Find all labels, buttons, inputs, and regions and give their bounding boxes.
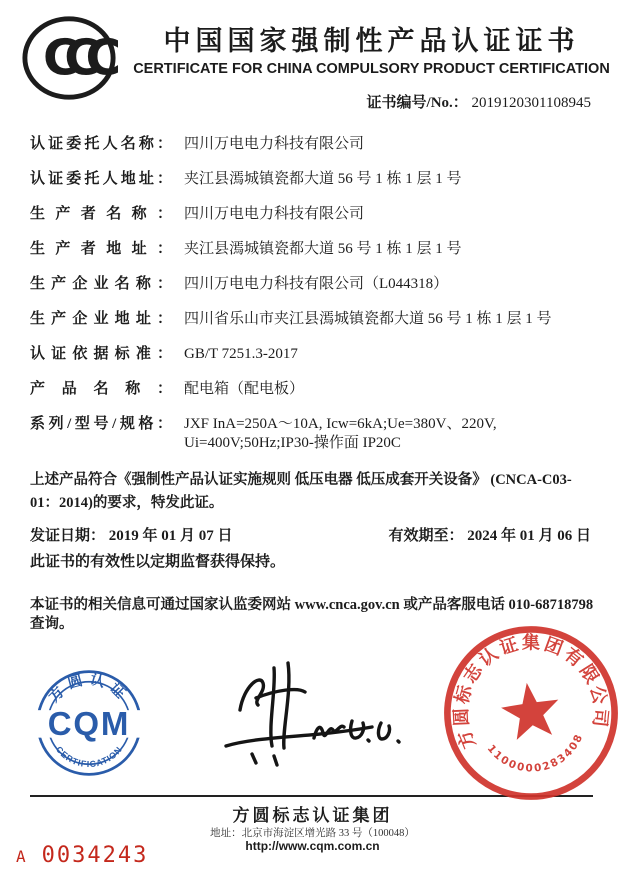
red-serial-number	[16, 843, 148, 868]
expiry-date-value: 2024 年 01 月 06 日	[467, 528, 591, 544]
field-row-producer-address	[30, 240, 597, 259]
field-value: 四川万电电力科技有限公司	[184, 206, 365, 222]
page-title: 中国国家强制性产品认证证书	[163, 26, 580, 56]
field-value: GB/T 7251.3-2017	[184, 346, 298, 362]
ccc-logo-icon	[20, 12, 118, 104]
field-row-applicant-address	[30, 170, 597, 189]
issue-date-label: 发证日期：	[30, 528, 106, 544]
compliance-statement: 上述产品符合《强制性产品认证实施规则 低压电器 低压成套开关设备》 (CNCA-C03-01：2014)的要求，特发此证。	[30, 472, 572, 511]
certificate-number-label: 证书编号/No.：	[366, 95, 468, 111]
footer-address: 地址：北京市海淀区增光路 33 号（100048）	[210, 828, 415, 839]
certificate-fields	[30, 135, 597, 453]
maintain-note: 此证书的有效性以定期监督获得保持。	[30, 554, 286, 570]
field-value: 四川万电电力科技有限公司	[184, 136, 365, 152]
field-label: 生产者名称：	[30, 206, 172, 222]
header	[118, 0, 625, 78]
field-row-standard	[30, 345, 597, 364]
date-row	[30, 527, 591, 546]
issue-date	[30, 527, 233, 546]
serial-digits: 0034243	[41, 843, 149, 868]
info-note: 本证书的相关信息可通过国家认监委网站 www.cnca.gov.cn 或产品客服电话 010-68718798 查询。	[30, 597, 594, 632]
stamp-star	[498, 679, 563, 742]
field-label: 认证委托人地址：	[30, 171, 172, 187]
signature-handwriting	[218, 648, 418, 798]
cqm-logo-bottom-text: CERTIFICATION	[53, 744, 125, 770]
certificate-number-value: 2019120301108945	[471, 95, 591, 111]
cqm-logo-top-text: 方圆认证	[46, 671, 132, 706]
field-label: 认证依据标准：	[30, 346, 172, 362]
field-value: JXF InA=250A～10A, Icw=6kA;Ue=380V、220V, Ui=400V;50Hz;IP30-操作面 IP20C	[184, 416, 497, 451]
field-label: 系列/型号/规格：	[30, 416, 172, 432]
page-subtitle: CERTIFICATE FOR CHINA COMPULSORY PRODUCT CERTIFICATION	[133, 61, 610, 77]
field-row-factory-name	[30, 275, 597, 294]
field-value: 四川万电电力科技有限公司（L044318）	[184, 276, 449, 292]
field-value: 夹江县漹城镇瓷都大道 56 号 1 栋 1 层 1 号	[184, 241, 462, 257]
field-row-model-spec	[30, 415, 597, 453]
stamp-number-text: 1100000283408	[484, 731, 586, 775]
field-row-product-name	[30, 380, 597, 399]
field-value: 配电箱（配电板）	[184, 381, 305, 397]
expiry-date-label: 有效期至：	[388, 528, 464, 544]
company-stamp	[424, 606, 625, 821]
field-label: 生产企业名称：	[30, 276, 172, 292]
svg-text:1100000283408	[484, 730, 590, 781]
footer-url: http://www.cqm.com.cn	[245, 839, 380, 853]
field-row-producer-name	[30, 205, 597, 224]
field-label: 生产者地址：	[30, 241, 172, 257]
cqm-logo-center-text: CQM	[47, 704, 131, 742]
expiry-date	[388, 527, 591, 546]
field-row-applicant-name	[30, 135, 597, 154]
field-value: 夹江县漹城镇瓷都大道 56 号 1 栋 1 层 1 号	[184, 171, 462, 187]
field-label: 认证委托人名称：	[30, 136, 172, 152]
field-label: 生产企业地址：	[30, 311, 172, 327]
cqm-logo-icon	[34, 668, 144, 778]
field-value: 四川省乐山市夹江县漹城镇瓷都大道 56 号 1 栋 1 层 1 号	[184, 311, 552, 327]
issue-date-value: 2019 年 01 月 07 日	[108, 528, 233, 544]
ccc-logo-text: CCC	[42, 29, 107, 87]
field-label: 产品名称：	[30, 381, 172, 397]
svg-text:CERTIFICATION	[54, 744, 124, 769]
footer-organization: 方圆标志认证集团	[232, 806, 393, 825]
field-row-factory-address	[30, 310, 597, 329]
stamp-ring-text: 方圆标志认证集团有限公司	[450, 632, 612, 752]
serial-prefix: A	[16, 847, 26, 866]
svg-text:方圆认证	[45, 670, 134, 706]
